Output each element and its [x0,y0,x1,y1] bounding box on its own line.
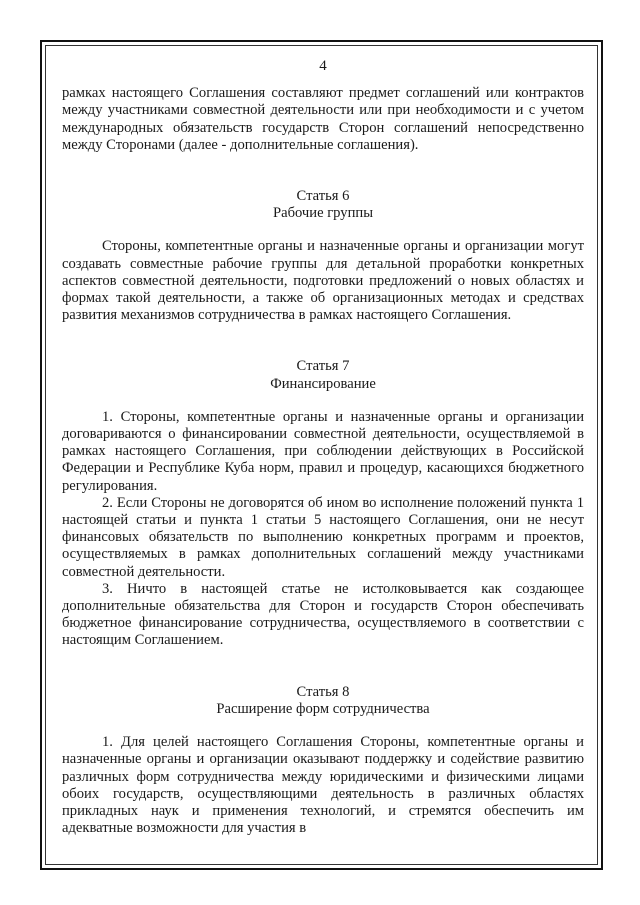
article-8-paragraph-1: 1. Для целей настоящего Соглашения Стороны, компетентные органы и назначенные органы и организации оказывают поддержку и содействие развитию различных форм сотрудничества между юридическими и физическими лицами обоих государств, осуществляющими деятельность в различных областях прикладных наук и применения технологий, и стремятся обеспечить им адекватные возможности для участия в [62,734,584,837]
article-6-title: Рабочие группы [272,205,374,222]
article-7-number: Статья 7 [296,358,350,375]
article-7-paragraph-3: 3. Ничто в настоящей статье не истолковывается как создающее дополнительные обязательства для Сторон и государств Сторон обеспечивать бюджетное финансирование сотрудничества, осуществляемого в соответствии с настоящим Соглашением. [62,580,584,649]
article-8-number: Статья 8 [296,683,350,700]
article-8-title: Расширение форм сотрудничества [216,700,430,717]
article-7-paragraph-2: 2. Если Стороны не договорятся об ином во исполнение положений пункта 1 настоящей статьи и пункта 1 статьи 5 настоящего Соглашения, они не несут финансовых обязательств по выполнению конкретных программ и проектов, осуществляемых в рамках дополнительных соглашений между участниками совместной деятельности. [62,494,584,580]
intro-paragraph: рамках настоящего Соглашения составляют предмет соглашений или контрактов между участниками совместной деятельности или при необходимости и с учетом международных обязательств государств Сторон соглашений непосредственно между Сторонами (далее - дополнительные соглашения). [62,85,584,153]
article-7-paragraph-1: 1. Стороны, компетентные органы и назначенные органы и организации договариваются о финансировании совместной деятельности, осуществляемой в рамках настоящего Соглашения, при соблюдении действующих в Российской Федерации и Республике Куба норм, правил и процедур, касающихся бюджетного регулирования. [62,408,584,494]
article-6-paragraph-1: Стороны, компетентные органы и назначенные органы и организации могут создавать совместные рабочие группы для детальной проработки конкретных аспектов совместной деятельности, подготовки предложений о новых областях и формах такой деятельности, а также об организационных методах и средствах развития механизмов сотрудничества в рамках настоящего Соглашения. [62,238,584,324]
page-number: 4 [319,58,327,74]
article-7-title: Финансирование [270,375,376,392]
article-6-number: Статья 6 [296,188,350,205]
page-content [62,58,584,837]
